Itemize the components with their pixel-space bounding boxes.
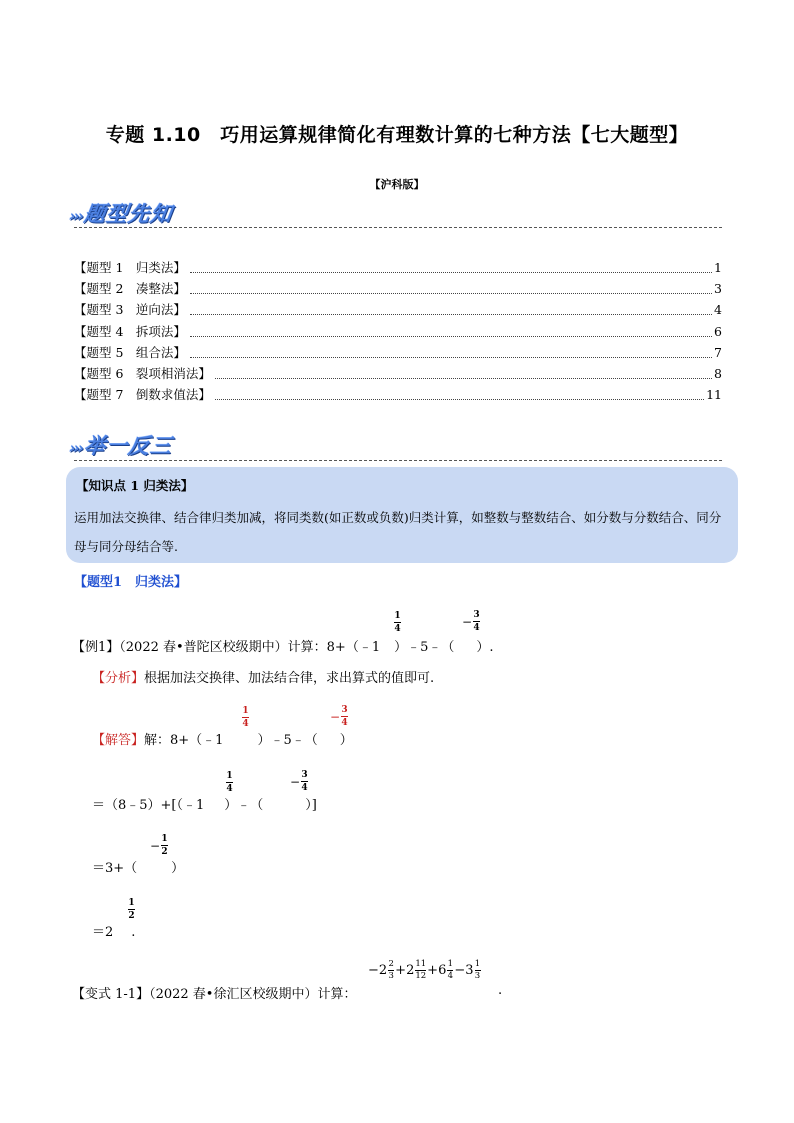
knowledge-body: 运用加法交换律、结合律归类加减，将同类数(如正数或负数)归类计算，如整数与整数结合、如分数与分数结合、同分母与同分母结合等. — [74, 510, 722, 554]
toc-item[interactable] — [74, 259, 722, 277]
fraction — [447, 960, 453, 981]
toc-page: 11 — [706, 387, 722, 402]
mixed-number-whole: +2 — [395, 963, 415, 978]
toc-leader — [190, 336, 712, 337]
analysis-label: 【分析】 — [92, 671, 145, 686]
fraction-neg-three-quarters — [330, 705, 348, 728]
toc-item[interactable] — [74, 365, 722, 383]
numerator: 1 — [474, 959, 481, 969]
banner-arrows-icon: ››› — [68, 207, 84, 225]
numerator: 3 — [301, 770, 308, 780]
variant-end: . — [498, 983, 503, 998]
mixed-number-whole: +6 — [427, 963, 447, 978]
fraction — [415, 960, 426, 981]
analysis-line — [92, 667, 434, 686]
numerator: 11 — [415, 959, 427, 969]
variant-1-1-label: 【变式 1-1】（2022 春•徐汇区校级期中）计算： — [72, 987, 357, 1002]
solution-label: 【解答】 — [92, 733, 145, 748]
toc-leader — [215, 378, 712, 379]
toc-item[interactable] — [74, 386, 722, 404]
banner-practice — [68, 430, 175, 460]
solution-text: . — [131, 925, 136, 940]
denominator: 4 — [242, 719, 249, 729]
toc-page: 6 — [714, 324, 722, 339]
toc-label: 【题型 2 凑整法】 — [74, 281, 186, 296]
toc-label: 【题型 1 归类法】 — [74, 260, 186, 275]
numerator: 1 — [394, 611, 401, 621]
knowledge-heading: 【知识点 1 归类法】 — [76, 478, 194, 493]
toc-item[interactable] — [74, 301, 722, 319]
analysis-text: 根据加法交换律、加法结合律，求出算式的值即可. — [144, 671, 435, 686]
solution-text: ）﹣5﹣（ — [257, 733, 318, 748]
solution-text: ） — [339, 733, 353, 748]
fraction — [475, 960, 481, 981]
denominator: 4 — [341, 718, 348, 728]
denominator: 4 — [473, 623, 480, 633]
denominator: 3 — [474, 971, 481, 981]
denominator: 12 — [415, 971, 427, 981]
fraction-neg-three-quarters — [462, 610, 480, 633]
fraction-neg-three-quarters — [290, 770, 308, 793]
example-prefix: 【例1】（2022 春•普陀区校级期中）计算：8+（﹣1 — [72, 640, 381, 655]
denominator: 3 — [388, 971, 394, 981]
solution-line-1 — [92, 729, 353, 748]
fraction — [388, 960, 394, 981]
minus-sign: − — [150, 838, 161, 853]
toc-item[interactable] — [74, 280, 722, 298]
banner-text: 举一反三 — [82, 434, 175, 458]
banner-text: 题型先知 — [82, 202, 175, 226]
numerator: 1 — [226, 771, 233, 781]
variant-formula — [368, 960, 482, 981]
section-divider — [74, 460, 722, 461]
solution-text: 解：8+（﹣1 — [144, 733, 224, 748]
toc-item[interactable] — [74, 344, 722, 362]
toc-label: 【题型 5 组合法】 — [74, 345, 186, 360]
toc-item[interactable] — [74, 323, 722, 341]
fraction-half — [128, 898, 135, 921]
toc-page: 7 — [714, 345, 722, 360]
denominator: 4 — [226, 784, 233, 794]
denominator: 4 — [301, 783, 308, 793]
solution-text: ＝3+（ — [92, 861, 138, 876]
fraction-neg-half — [150, 834, 168, 857]
example-mid: ）﹣5﹣（ — [394, 640, 455, 655]
toc-label: 【题型 7 倒数求值法】 — [74, 387, 211, 402]
mixed-number-whole: −3 — [454, 963, 474, 978]
fraction-one-quarter — [394, 611, 401, 634]
solution-text: ＝（8﹣5）+[（﹣1 — [92, 798, 205, 813]
mixed-number-whole: −2 — [368, 963, 388, 978]
fraction-one-quarter — [226, 771, 233, 794]
toc-leader — [190, 314, 712, 315]
knowledge-box — [66, 467, 738, 563]
solution-line-3 — [92, 857, 184, 876]
question-type-heading: 【题型1 归类法】 — [74, 575, 188, 590]
banner-question-preview — [68, 198, 175, 228]
edition-label: 【沪科版】 — [369, 178, 425, 191]
minus-sign: − — [290, 774, 301, 789]
toc-label: 【题型 3 逆向法】 — [74, 302, 186, 317]
numerator: 3 — [341, 705, 348, 715]
numerator: 1 — [128, 898, 135, 908]
example-1 — [72, 636, 494, 655]
toc-page: 3 — [714, 281, 722, 296]
denominator: 2 — [161, 847, 168, 857]
solution-text: ）] — [305, 798, 317, 813]
fraction-one-quarter — [242, 706, 249, 729]
toc-label: 【题型 6 裂项相消法】 — [74, 366, 211, 381]
denominator: 4 — [394, 624, 401, 634]
numerator: 2 — [388, 959, 394, 969]
minus-sign: − — [330, 709, 341, 724]
denominator: 2 — [128, 911, 135, 921]
solution-line-2 — [92, 794, 317, 813]
document-title: 专题 1.10 巧用运算规律简化有理数计算的七种方法【七大题型】 — [105, 124, 689, 146]
minus-sign: − — [462, 614, 473, 629]
numerator: 1 — [161, 834, 168, 844]
numerator: 3 — [473, 610, 480, 620]
toc-leader — [215, 399, 704, 400]
toc-leader — [190, 293, 712, 294]
toc-page: 8 — [714, 366, 722, 381]
banner-arrows-icon: ››› — [68, 439, 84, 457]
solution-text: ＝2 — [92, 925, 114, 940]
toc-page: 1 — [714, 260, 722, 275]
toc-page: 4 — [714, 302, 722, 317]
solution-text: ） — [171, 861, 185, 876]
toc-leader — [190, 272, 712, 273]
denominator: 4 — [447, 971, 454, 981]
toc-leader — [190, 357, 712, 358]
numerator: 1 — [447, 959, 454, 969]
toc-label: 【题型 4 拆项法】 — [74, 324, 186, 339]
solution-text: ）﹣（ — [224, 798, 264, 813]
solution-line-4 — [92, 921, 135, 940]
example-end: ）. — [476, 640, 494, 655]
section-divider — [74, 227, 722, 228]
numerator: 1 — [242, 706, 249, 716]
